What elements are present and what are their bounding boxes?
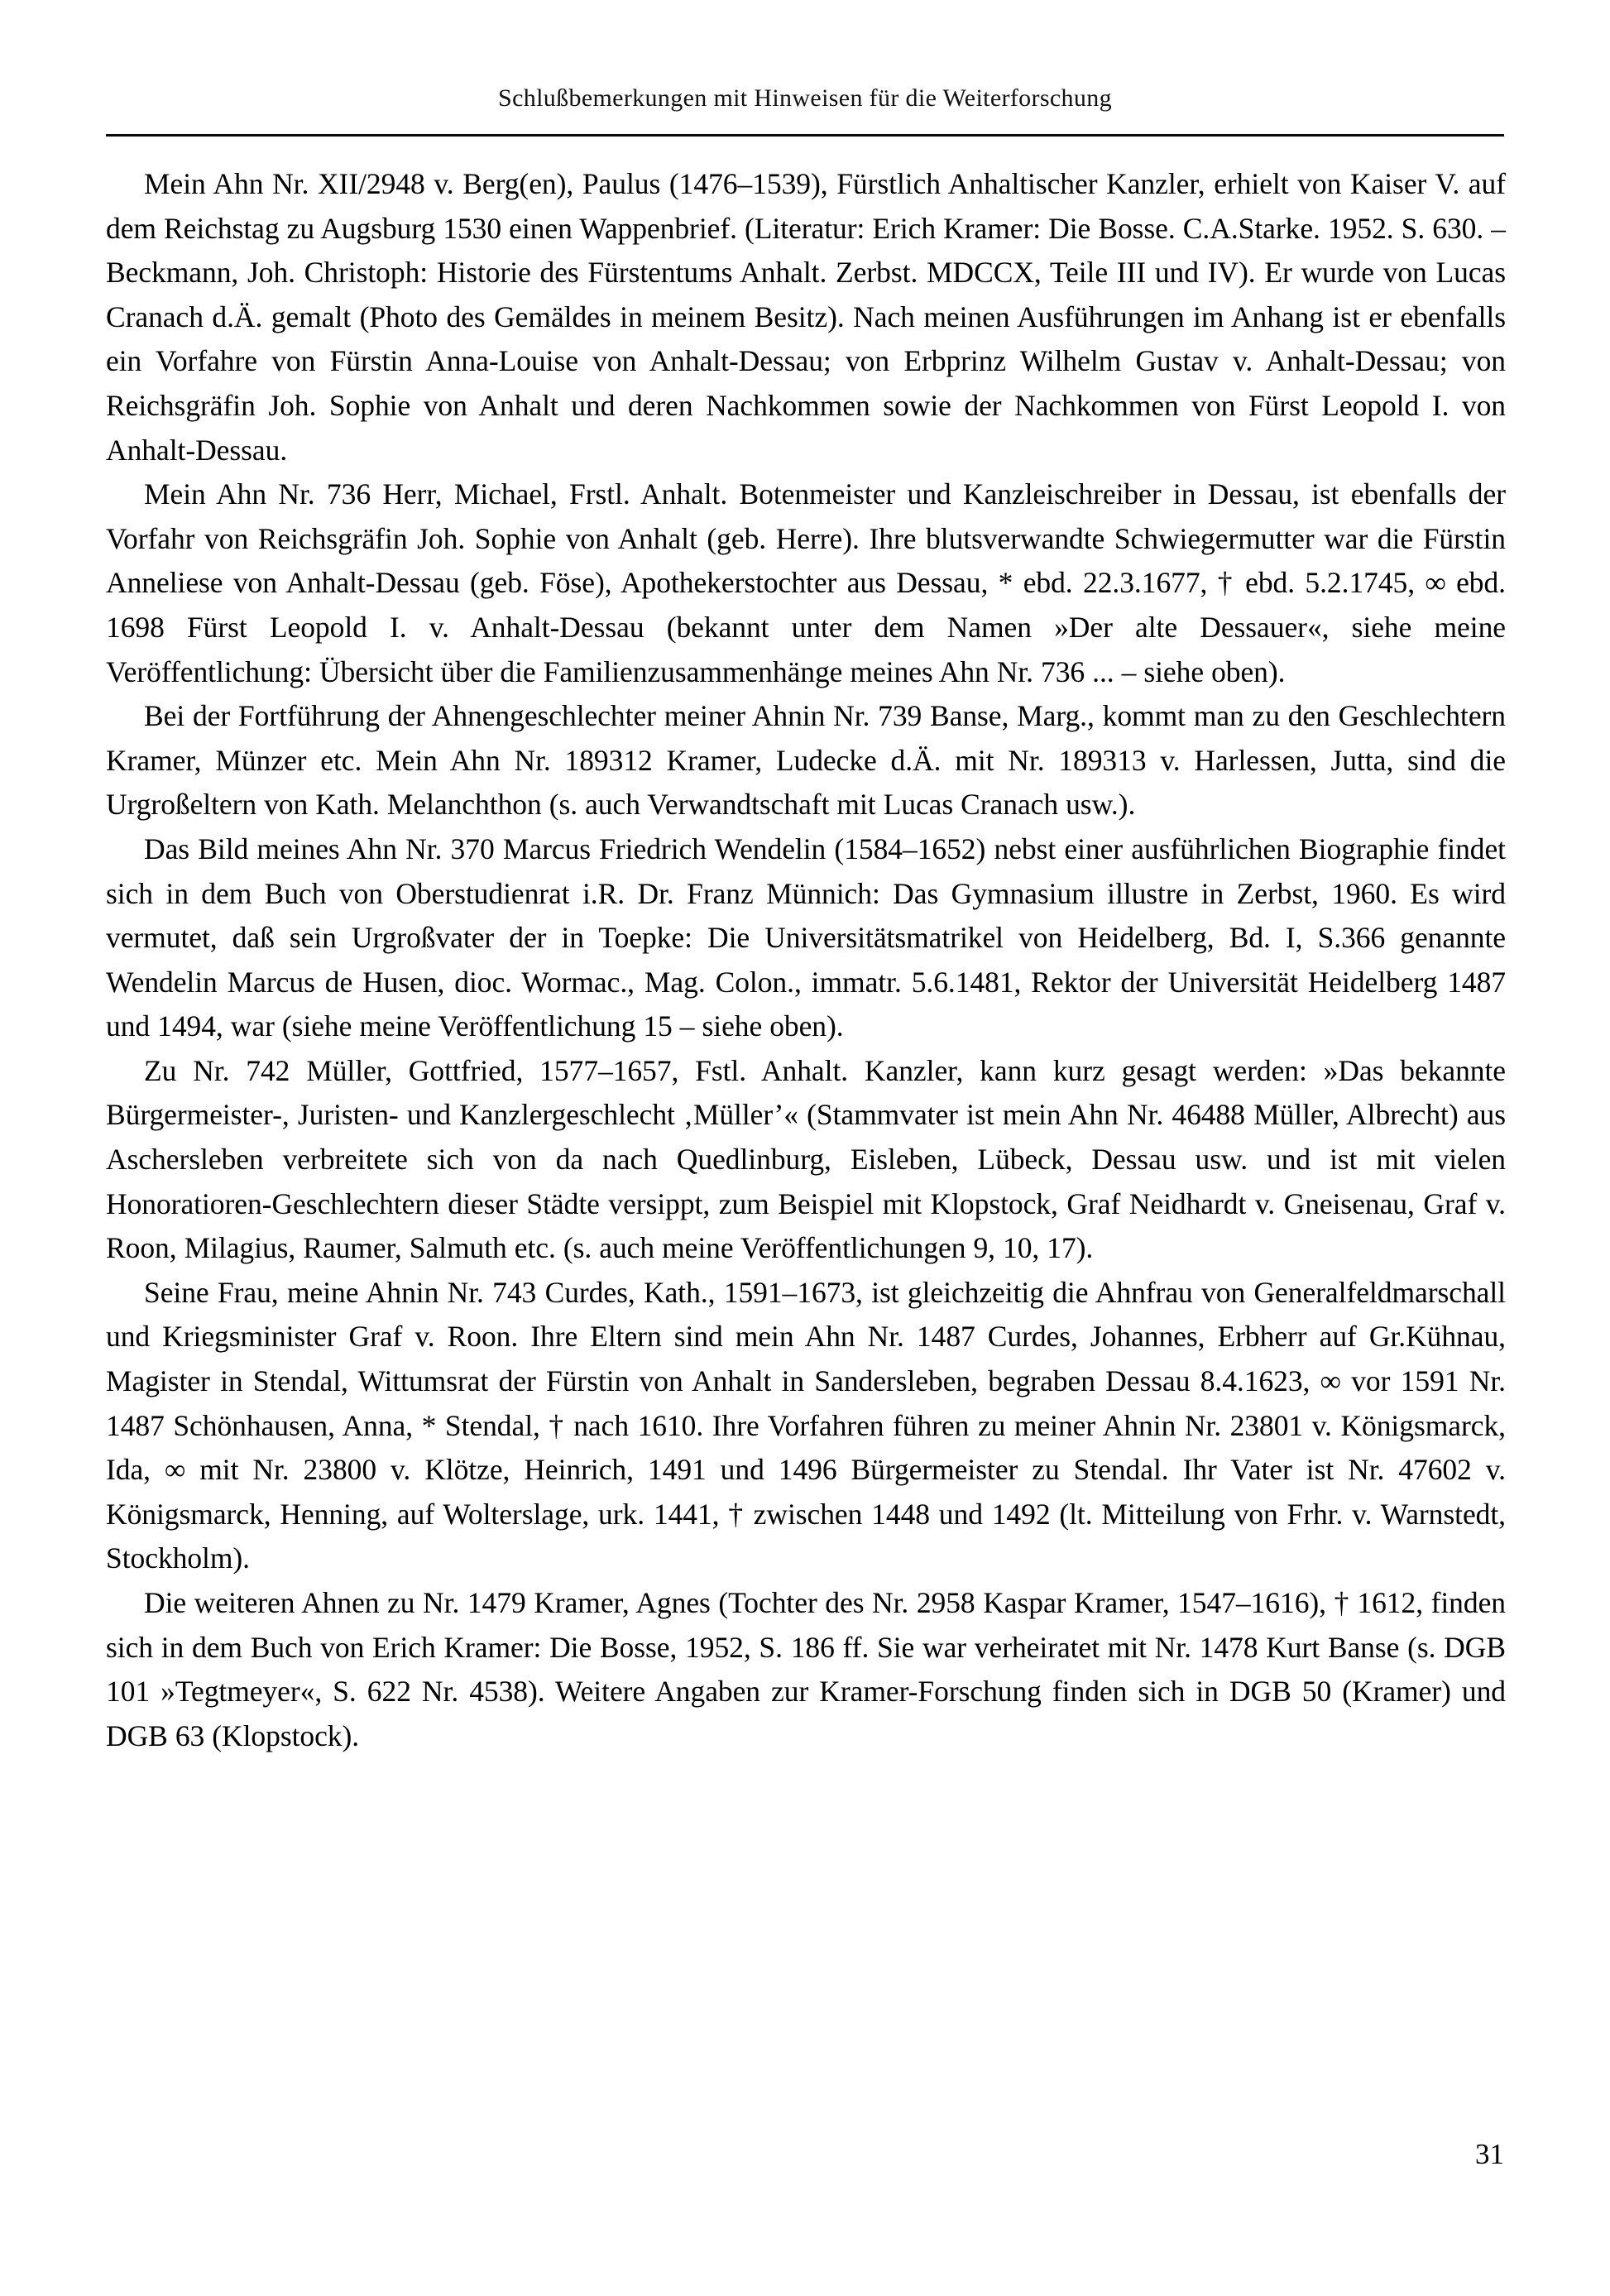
paragraph: Seine Frau, meine Ahnin Nr. 743 Curdes, Kath., 1591–1673, ist gleichzeitig die Ahnfrau von Generalfeldmarschall und Kriegsminister Graf v. Roon. Ihre Eltern sind mein Ahn Nr. 1487 Curdes, Johannes, Erbherr auf Gr.Kühnau, Magister in Stendal, Wittumsrat der Fürstin von Anhalt in Sandersleben, begraben Dessau 8.4.1623, ∞ vor 1591 Nr. 1487 Schönhausen, Anna, * Stendal, † nach 1610. Ihre Vorfahren führen zu meiner Ahnin Nr. 23801 v. Königsmarck, Ida, ∞ mit Nr. 23800 v. Klötze, Heinrich, 1491 und 1496 Bürgermeister zu Stendal. Ihr Vater ist Nr. 47602 v. Königsmarck, Henning, auf Wolterslage, urk. 1441, † zwischen 1448 und 1492 (lt. Mitteilung von Frhr. v. Warnstedt, Stockholm). (106, 1275, 1506, 1575)
running-head: Schlußbemerkungen mit Hinweisen für die Weiterforschung (498, 84, 1112, 112)
paragraph: Das Bild meines Ahn Nr. 370 Marcus Friedrich Wendelin (1584–1652) nebst einer ausführlichen Biographie findet sich in dem Buch von Oberstudienrat i.R. Dr. Franz Münnich: Das Gymnasium illustre in Zerbst, 1960. Es wird vermutet, daß sein Urgroßvater der in Toepke: Die Universitätsmatrikel von Heidelberg, Bd. I, S.366 genannte Wendelin Marcus de Husen, dioc. Wormac., Mag. Colon., immatr. 5.6.1481, Rektor der Universität Heidelberg 1487 und 1494, war (siehe meine Veröffentlichung 15 – siehe oben). (106, 832, 1506, 1043)
header-rule (106, 134, 1504, 137)
paragraph: Die weiteren Ahnen zu Nr. 1479 Kramer, Agnes (Tochter des Nr. 2958 Kaspar Kramer, 1547–1616), † 1612, finden sich in dem Buch von Erich Kramer: Die Bosse, 1952, S. 186 ff. Sie war verheiratet mit Nr. 1478 Kurt Banse (s. DGB 101 »Tegtmeyer«, S. 622 Nr. 4538). Weitere Angaben zur Kramer-Forschung finden sich in DGB 50 (Kramer) und DGB 63 (Klopstock). (106, 1586, 1506, 1752)
paragraph: Zu Nr. 742 Müller, Gottfried, 1577–1657, Fstl. Anhalt. Kanzler, kann kurz gesagt werden: »Das bekannte Bürgermeister-, Juristen- und Kanzlergeschlecht ‚Müller’« (Stammvater ist mein Ahn Nr. 46488 Müller, Albrecht) aus Aschersleben verbreitete sich von da nach Quedlinburg, Eisleben, Lübeck, Dessau usw. und ist mit vielen Honoratioren-Geschlechtern dieser Städte versippt, zum Beispiel mit Klopstock, Graf Neidhardt v. Gneisenau, Graf v. Roon, Milagius, Raumer, Salmuth etc. (s. auch meine Veröffentlichungen 9, 10, 17). (106, 1053, 1506, 1265)
paragraph: Bei der Fortführung der Ahnengeschlechter meiner Ahnin Nr. 739 Banse, Marg., kommt man zu den Geschlechtern Kramer, Münzer etc. Mein Ahn Nr. 189312 Kramer, Ludecke d.Ä. mit Nr. 189313 v. Harlessen, Jutta, sind die Urgroßeltern von Kath. Melanchthon (s. auch Verwandtschaft mit Lucas Cranach usw.). (106, 699, 1506, 822)
page-number: 31 (1475, 2138, 1504, 2170)
paragraph: Mein Ahn Nr. 736 Herr, Michael, Frstl. Anhalt. Botenmeister und Kanzleischreiber in Dessau, ist ebenfalls der Vorfahr von Reichsgräfin Joh. Sophie von Anhalt (geb. Herre). Ihre blutsverwandte Schwiegermutter war die Fürstin Anneliese von Anhalt-Dessau (geb. Föse), Apothekerstochter aus Dessau, * ebd. 22.3.1677, † ebd. 5.2.1745, ∞ ebd. 1698 Fürst Leopold I. v. Anhalt-Dessau (bekannt unter dem Namen »Der alte Dessauer«, siehe meine Veröffentlichung: Übersicht über die Familienzusammenhänge meines Ahn Nr. 736 ... – siehe oben). (106, 477, 1506, 688)
paragraph: Mein Ahn Nr. XII/2948 v. Berg(en), Paulus (1476–1539), Fürstlich Anhaltischer Kanzler, erhielt von Kaiser V. auf dem Reichstag zu Augsburg 1530 einen Wappenbrief. (Literatur: Erich Kramer: Die Bosse. C.A.Starke. 1952. S. 630. – Beckmann, Joh. Christoph: Historie des Fürstentums Anhalt. Zerbst. MDCCX, Teile III und IV). Er wurde von Lucas Cranach d.Ä. gemalt (Photo des Gemäldes in meinem Besitz). Nach meinen Ausführungen im Anhang ist er ebenfalls ein Vorfahre von Fürstin Anna-Louise von Anhalt-Dessau; von Erbprinz Wilhelm Gustav v. Anhalt-Dessau; von Reichsgräfin Joh. Sophie von Anhalt und deren Nachkommen sowie der Nachkommen von Fürst Leopold I. von Anhalt-Dessau. (106, 167, 1506, 467)
body-text-block (106, 162, 1506, 1758)
